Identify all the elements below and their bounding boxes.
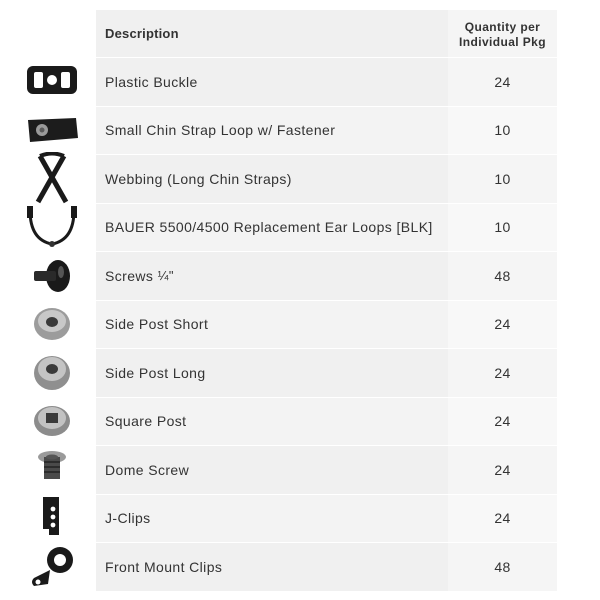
table-row (96, 301, 557, 350)
row-description: J-Clips (96, 495, 448, 543)
row-description: Side Post Short (96, 301, 448, 349)
row-description: Dome Screw (96, 446, 448, 494)
row-quantity: 24 (448, 398, 557, 446)
row-quantity: 24 (448, 58, 557, 106)
side-post-short-icon (24, 303, 80, 345)
table-row (96, 543, 557, 592)
front-mount-clip-icon (24, 545, 80, 587)
chin-strap-loop-icon (24, 108, 80, 150)
square-post-icon (24, 399, 80, 441)
row-description: Front Mount Clips (96, 543, 448, 591)
description-header: Description (96, 10, 448, 57)
row-quantity: 24 (448, 495, 557, 543)
quantity-header (448, 10, 557, 57)
row-description: Screws (105, 267, 154, 284)
table-row (96, 495, 557, 544)
dome-screw-icon (24, 447, 80, 489)
row-quantity: 24 (448, 301, 557, 349)
table-row (96, 252, 557, 301)
table-row (96, 107, 557, 156)
parts-table (96, 10, 557, 592)
side-post-long-icon (24, 351, 80, 393)
quantity-header-line1: Quantity per (464, 19, 541, 34)
screw-icon (24, 255, 80, 297)
row-description: Square Post (96, 398, 448, 446)
row-quantity: 48 (448, 252, 557, 300)
table-row (96, 446, 557, 495)
row-fraction: ¼" (157, 268, 174, 284)
row-description: Side Post Long (96, 349, 448, 397)
row-quantity: 24 (448, 446, 557, 494)
table-row (96, 58, 557, 107)
row-quantity: 24 (448, 349, 557, 397)
j-clip-icon (24, 496, 80, 538)
product-icons (0, 0, 96, 600)
row-quantity: 10 (448, 107, 557, 155)
webbing-icon (24, 152, 80, 206)
table-row (96, 204, 557, 253)
row-quantity: 10 (448, 204, 557, 252)
plastic-buckle-icon (24, 59, 80, 101)
row-description: Small Chin Strap Loop w/ Fastener (96, 107, 448, 155)
table-row (96, 155, 557, 204)
ear-loops-icon (24, 202, 80, 252)
table-header (96, 10, 557, 58)
row-description-with-fraction (96, 252, 448, 300)
table-row (96, 398, 557, 447)
row-quantity: 48 (448, 543, 557, 591)
row-description: BAUER 5500/4500 Replacement Ear Loops [BLK] (96, 204, 448, 252)
quantity-header-line2: Individual Pkg (459, 34, 546, 49)
row-description: Webbing (Long Chin Straps) (96, 155, 448, 203)
table-row (96, 349, 557, 398)
row-description: Plastic Buckle (96, 58, 448, 106)
row-quantity: 10 (448, 155, 557, 203)
